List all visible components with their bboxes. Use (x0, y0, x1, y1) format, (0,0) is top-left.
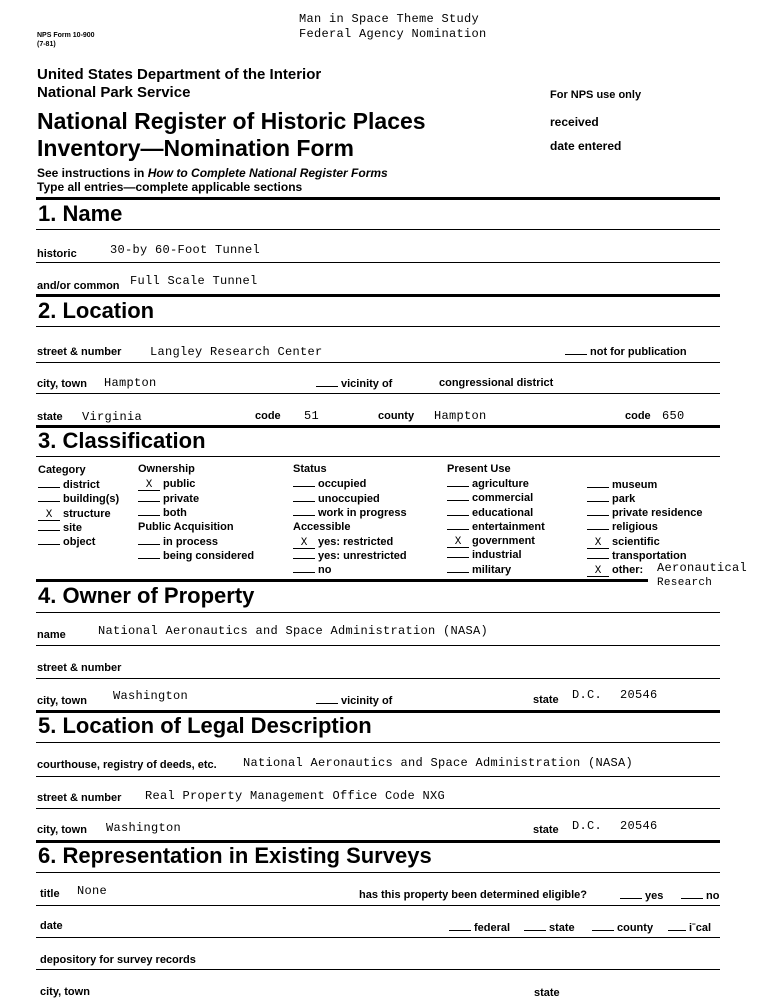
status-occupied[interactable]: occupied (293, 477, 366, 491)
county-label: county (378, 410, 415, 422)
use-religious[interactable]: religious (587, 520, 658, 534)
section-rule (36, 326, 720, 327)
accessible-heading: Accessible (293, 521, 351, 533)
legal-street-label: street & number (37, 792, 122, 804)
use-entertainment[interactable]: entertainment (447, 520, 545, 534)
checkbox-blank (449, 921, 471, 931)
use-private-residence[interactable]: private residence (587, 506, 703, 520)
depository-label: depository for survey records (40, 954, 196, 966)
form-date: (7-81) (37, 41, 56, 48)
checkbox-blank (592, 921, 614, 931)
checkbox-blank: X (447, 538, 469, 548)
state-label: state (37, 411, 63, 423)
survey-title-label: title (40, 888, 60, 900)
county-code-value: 650 (662, 409, 685, 423)
checkbox-blank (447, 563, 469, 573)
form-title-2: Inventory—Nomination Form (37, 135, 354, 161)
checkbox-blank (587, 506, 609, 516)
section-4-title: 4. Owner of Property (38, 583, 255, 608)
checkbox-blank (587, 492, 609, 502)
use-transportation[interactable]: transportation (587, 549, 687, 563)
checkbox-blank (293, 563, 315, 573)
checkbox-blank (620, 889, 642, 899)
checkbox-blank: X (587, 567, 609, 577)
section-5-title: 5. Location of Legal Description (38, 713, 372, 738)
historic-label: historic (37, 248, 77, 260)
section-rule (36, 612, 720, 613)
checkbox-blank (293, 477, 315, 487)
checkbox-blank (587, 520, 609, 530)
checkbox-blank: X (587, 539, 609, 549)
street-value: Langley Research Center (150, 345, 323, 359)
nps-use-only: For NPS use only (550, 89, 642, 101)
use-government[interactable]: X government (447, 534, 535, 548)
level-local[interactable]: iˉcal (668, 921, 711, 934)
checkbox-blank (38, 492, 60, 502)
instructions-line-2: Type all entries—complete applicable sections (37, 180, 303, 194)
owner-state-value: D.C. (572, 688, 603, 702)
field-rule (36, 393, 720, 394)
public-acquisition-heading: Public Acquisition (138, 521, 234, 533)
form-title-1: National Register of Historic Places (37, 108, 426, 134)
ownership-both[interactable]: both (138, 506, 187, 520)
accessible-yes-restricted[interactable]: X yes: restricted (293, 535, 393, 549)
courthouse-value: National Aeronautics and Space Administration (NASA) (243, 756, 634, 770)
field-rule (36, 262, 720, 263)
common-name-label: and/or common (37, 280, 120, 292)
checkbox-blank (138, 506, 160, 516)
ownership-public[interactable]: X public (138, 477, 195, 491)
checkbox-blank (293, 549, 315, 559)
other-use-value-1: Aeronautical (657, 561, 748, 575)
checkbox-blank (447, 491, 469, 501)
present-use-heading: Present Use (447, 463, 511, 475)
date-entered-label: date entered (550, 139, 622, 153)
typed-header-line-1: Man in Space Theme Study (299, 12, 480, 26)
accessible-no[interactable]: no (293, 563, 331, 577)
owner-vicinity-of: vicinity of (316, 694, 392, 707)
survey-state-label: state (534, 987, 560, 999)
status-work-in-progress[interactable]: work in progress (293, 506, 407, 520)
level-state[interactable]: state (524, 921, 575, 934)
use-industrial[interactable]: industrial (447, 548, 522, 562)
owner-city-value: Washington (113, 689, 189, 703)
checkbox-blank (668, 921, 686, 931)
legal-state-label: state (533, 824, 559, 836)
use-other[interactable]: X other: (587, 563, 643, 577)
acquisition-in-process[interactable]: in process (138, 535, 218, 549)
not-for-publication: not for publication (565, 345, 687, 358)
survey-title-value: None (77, 884, 108, 898)
acquisition-being-considered[interactable]: being considered (138, 549, 254, 563)
field-rule (36, 937, 720, 938)
eligible-question: has this property been determined eligible? (359, 889, 587, 901)
code-value: 51 (304, 409, 320, 423)
county-code-label: code (625, 410, 651, 422)
section-rule (36, 229, 720, 230)
checkbox-blank (138, 492, 160, 502)
code-label: code (255, 410, 281, 422)
other-use-value-2: Research (657, 577, 713, 589)
received-label: received (550, 115, 599, 129)
survey-date-label: date (40, 920, 63, 932)
checkbox-blank: X (138, 481, 160, 491)
accessible-yes-unrestricted[interactable]: yes: unrestricted (293, 549, 407, 563)
instructions-line-1: See instructions in How to Complete National Register Forms (37, 166, 388, 180)
section-rule (36, 294, 720, 297)
checkbox-blank (447, 520, 469, 530)
field-rule (36, 776, 720, 777)
use-military[interactable]: military (447, 563, 511, 577)
eligible-yes[interactable]: yes (620, 889, 663, 902)
checkbox-blank (447, 506, 469, 516)
use-scientific[interactable]: X scientific (587, 535, 660, 549)
department: United States Department of the Interior (37, 66, 322, 83)
section-rule (36, 742, 720, 743)
checkbox-blank: X (293, 539, 315, 549)
field-rule (36, 808, 720, 809)
checkbox-blank (38, 478, 60, 488)
section-rule (36, 197, 720, 200)
use-educational[interactable]: educational (447, 506, 533, 520)
checkbox-blank (587, 478, 609, 488)
checkbox-blank (447, 477, 469, 487)
category-structure[interactable]: X structure (38, 507, 111, 521)
checkbox-blank (293, 492, 315, 502)
legal-state-value: D.C. (572, 819, 603, 833)
owner-zip-value: 20546 (620, 688, 658, 702)
use-agriculture[interactable]: agriculture (447, 477, 529, 491)
section-rule (36, 456, 720, 457)
street-label: street & number (37, 346, 122, 358)
city-value: Hampton (104, 376, 157, 390)
checkbox-blank (38, 521, 60, 531)
category-object[interactable]: object (38, 535, 95, 549)
owner-street-label: street & number (37, 662, 122, 674)
category-heading: Category (38, 464, 86, 476)
typed-header-line-2: Federal Agency Nomination (299, 27, 487, 41)
field-rule (36, 969, 720, 970)
use-park[interactable]: park (587, 492, 635, 506)
ownership-heading: Ownership (138, 463, 195, 475)
section-rule (36, 872, 720, 873)
vicinity-of: vicinity of (316, 377, 392, 390)
checkbox-blank (681, 889, 703, 899)
owner-name-label: name (37, 629, 66, 641)
checkbox-blank (138, 535, 160, 545)
use-commercial[interactable]: commercial (447, 491, 533, 505)
checkbox-blank (138, 549, 160, 559)
category-buildings[interactable]: building(s) (38, 492, 119, 506)
checkbox-blank: X (38, 511, 60, 521)
vicinity-blank (316, 694, 338, 704)
section-3-title: 3. Classification (38, 428, 206, 453)
common-name-value: Full Scale Tunnel (130, 274, 258, 288)
status-heading: Status (293, 463, 327, 475)
field-rule (36, 678, 720, 679)
checkbox-blank (38, 535, 60, 545)
service: National Park Service (37, 84, 191, 101)
checkbox-blank (524, 921, 546, 931)
city-label: city, town (37, 378, 87, 390)
field-rule (36, 645, 720, 646)
owner-city-label: city, town (37, 695, 87, 707)
owner-name-value: National Aeronautics and Space Administration (NASA) (98, 624, 489, 638)
form-number: NPS Form 10-900 (37, 32, 95, 39)
section-6-title: 6. Representation in Existing Surveys (38, 843, 432, 868)
legal-city-value: Washington (106, 821, 182, 835)
owner-state-label: state (533, 694, 559, 706)
survey-city-label: city, town (40, 986, 90, 998)
congressional-district-label: congressional district (439, 377, 554, 389)
field-rule (36, 905, 720, 906)
level-county[interactable]: county (592, 921, 653, 934)
vicinity-blank (316, 377, 338, 387)
state-value: Virginia (82, 410, 143, 424)
checkbox-blank (447, 548, 469, 558)
historic-value: 30-by 60-Foot Tunnel (110, 243, 261, 257)
legal-zip-value: 20546 (620, 819, 658, 833)
county-value: Hampton (434, 409, 487, 423)
eligible-no[interactable]: no (681, 889, 719, 902)
courthouse-label: courthouse, registry of deeds, etc. (37, 759, 217, 771)
not-for-publication-blank (565, 345, 587, 355)
checkbox-blank (587, 549, 609, 559)
use-museum[interactable]: museum (587, 478, 657, 492)
field-rule (36, 362, 720, 363)
ownership-private[interactable]: private (138, 492, 199, 506)
section-1-title: 1. Name (38, 201, 123, 226)
status-unoccupied[interactable]: unoccupied (293, 492, 380, 506)
checkbox-blank (293, 506, 315, 516)
legal-city-label: city, town (37, 824, 87, 836)
legal-street-value: Real Property Management Office Code NXG (145, 789, 446, 803)
section-rule (36, 579, 648, 582)
category-district[interactable]: district (38, 478, 100, 492)
section-2-title: 2. Location (38, 298, 155, 323)
level-federal[interactable]: federal (449, 921, 510, 934)
category-site[interactable]: site (38, 521, 82, 535)
